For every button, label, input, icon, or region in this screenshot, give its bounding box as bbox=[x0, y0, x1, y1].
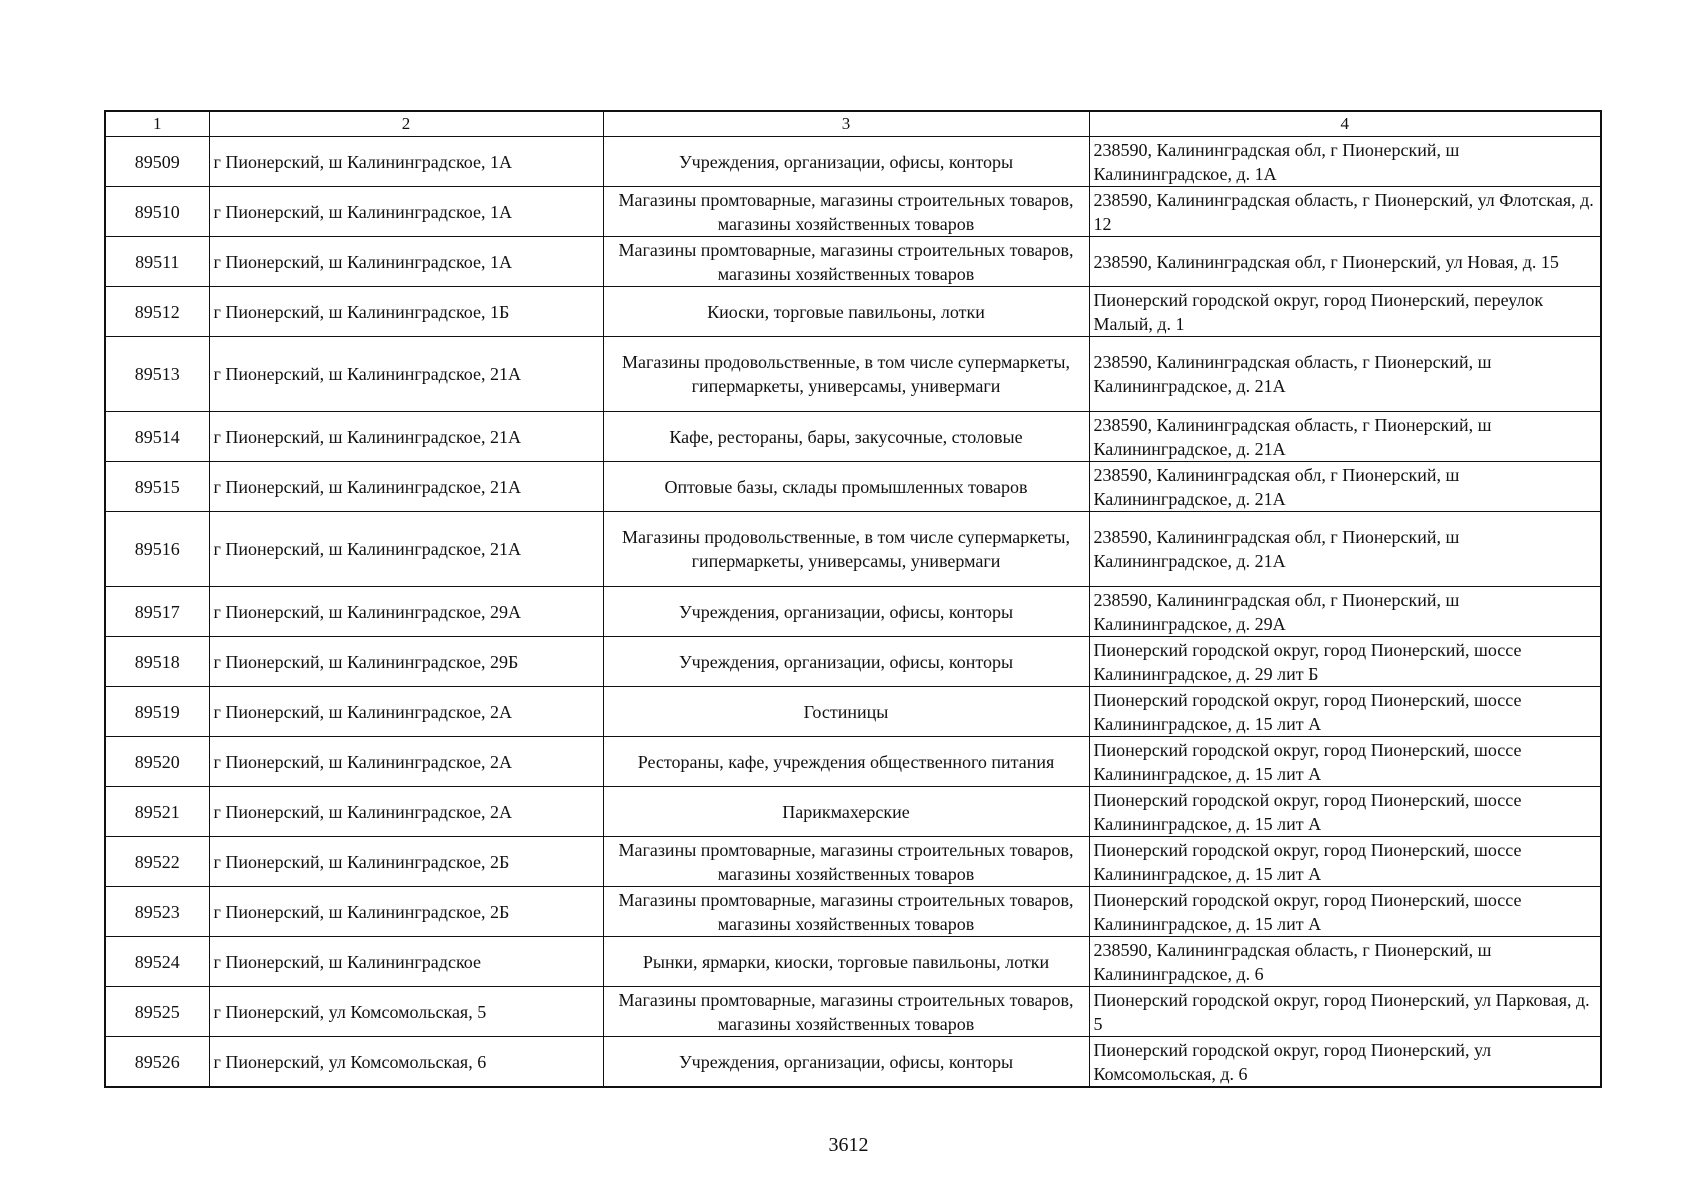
row-category: Учреждения, организации, офисы, конторы bbox=[603, 587, 1089, 637]
row-address: г Пионерский, ул Комсомольская, 5 bbox=[209, 987, 603, 1037]
table-row bbox=[105, 637, 1601, 687]
row-legal-address: Пионерский городской округ, город Пионерский, переулок Малый, д. 1 bbox=[1089, 287, 1601, 337]
data-table bbox=[104, 110, 1602, 1088]
header-row bbox=[105, 111, 1601, 137]
row-address: г Пионерский, ш Калининградское, 1Б bbox=[209, 287, 603, 337]
row-category: Учреждения, организации, офисы, конторы bbox=[603, 637, 1089, 687]
row-address: г Пионерский, ш Калининградское, 21А bbox=[209, 512, 603, 587]
row-legal-address: 238590, Калининградская обл, г Пионерский, ул Новая, д. 15 bbox=[1089, 237, 1601, 287]
row-legal-address: Пионерский городской округ, город Пионерский, шоссе Калининградское, д. 15 лит А bbox=[1089, 887, 1601, 937]
row-address: г Пионерский, ш Калининградское, 2А bbox=[209, 737, 603, 787]
table-row bbox=[105, 887, 1601, 937]
row-id: 89509 bbox=[105, 137, 209, 187]
row-id: 89520 bbox=[105, 737, 209, 787]
header-col-2: 2 bbox=[209, 111, 603, 137]
row-legal-address: Пионерский городской округ, город Пионерский, шоссе Калининградское, д. 15 лит А bbox=[1089, 737, 1601, 787]
page-number: 3612 bbox=[828, 1134, 869, 1156]
row-address: г Пионерский, ш Калининградское, 1А bbox=[209, 187, 603, 237]
row-id: 89516 bbox=[105, 512, 209, 587]
row-category: Магазины промтоварные, магазины строительных товаров, магазины хозяйственных товаров bbox=[603, 887, 1089, 937]
row-address: г Пионерский, ш Калининградское, 21А bbox=[209, 462, 603, 512]
row-legal-address: 238590, Калининградская область, г Пионерский, ш Калининградское, д. 6 bbox=[1089, 937, 1601, 987]
table-row bbox=[105, 587, 1601, 637]
row-category: Рынки, ярмарки, киоски, торговые павильоны, лотки bbox=[603, 937, 1089, 987]
row-category: Учреждения, организации, офисы, конторы bbox=[603, 137, 1089, 187]
row-legal-address: Пионерский городской округ, город Пионерский, шоссе Калининградское, д. 15 лит А bbox=[1089, 837, 1601, 887]
row-category: Магазины промтоварные, магазины строительных товаров, магазины хозяйственных товаров bbox=[603, 237, 1089, 287]
row-category: Магазины продовольственные, в том числе супермаркеты, гипермаркеты, универсамы, универмаги bbox=[603, 337, 1089, 412]
row-id: 89511 bbox=[105, 237, 209, 287]
table-row bbox=[105, 687, 1601, 737]
table-row bbox=[105, 337, 1601, 412]
table-row bbox=[105, 237, 1601, 287]
row-legal-address: 238590, Калининградская обл, г Пионерский, ш Калининградское, д. 29А bbox=[1089, 587, 1601, 637]
row-id: 89526 bbox=[105, 1037, 209, 1088]
row-id: 89525 bbox=[105, 987, 209, 1037]
row-id: 89510 bbox=[105, 187, 209, 237]
header-col-1: 1 bbox=[105, 111, 209, 137]
row-category: Рестораны, кафе, учреждения общественного питания bbox=[603, 737, 1089, 787]
row-legal-address: 238590, Калининградская обл, г Пионерский, ш Калининградское, д. 21А bbox=[1089, 462, 1601, 512]
row-category: Парикмахерские bbox=[603, 787, 1089, 837]
row-id: 89512 bbox=[105, 287, 209, 337]
row-legal-address: 238590, Калининградская обл, г Пионерский, ш Калининградское, д. 1А bbox=[1089, 137, 1601, 187]
row-id: 89515 bbox=[105, 462, 209, 512]
row-legal-address: 238590, Калининградская область, г Пионерский, ш Калининградское, д. 21А bbox=[1089, 337, 1601, 412]
row-address: г Пионерский, ш Калининградское, 2А bbox=[209, 787, 603, 837]
row-legal-address: 238590, Калининградская область, г Пионерский, ул Флотская, д. 12 bbox=[1089, 187, 1601, 237]
row-address: г Пионерский, ш Калининградское, 1А bbox=[209, 237, 603, 287]
row-id: 89517 bbox=[105, 587, 209, 637]
row-address: г Пионерский, ш Калининградское, 21А bbox=[209, 337, 603, 412]
header-col-4: 4 bbox=[1089, 111, 1601, 137]
row-legal-address: 238590, Калининградская область, г Пионерский, ш Калининградское, д. 21А bbox=[1089, 412, 1601, 462]
row-category: Учреждения, организации, офисы, конторы bbox=[603, 1037, 1089, 1088]
row-address: г Пионерский, ш Калининградское, 29А bbox=[209, 587, 603, 637]
table-row bbox=[105, 412, 1601, 462]
row-category: Магазины продовольственные, в том числе супермаркеты, гипермаркеты, универсамы, универмаги bbox=[603, 512, 1089, 587]
table-row bbox=[105, 512, 1601, 587]
row-category: Кафе, рестораны, бары, закусочные, столовые bbox=[603, 412, 1089, 462]
table-row bbox=[105, 937, 1601, 987]
row-legal-address: Пионерский городской округ, город Пионерский, ул Комсомольская, д. 6 bbox=[1089, 1037, 1601, 1088]
table-row bbox=[105, 737, 1601, 787]
table-row bbox=[105, 462, 1601, 512]
row-id: 89518 bbox=[105, 637, 209, 687]
row-category: Магазины промтоварные, магазины строительных товаров, магазины хозяйственных товаров bbox=[603, 837, 1089, 887]
row-legal-address: Пионерский городской округ, город Пионерский, ул Парковая, д. 5 bbox=[1089, 987, 1601, 1037]
row-id: 89513 bbox=[105, 337, 209, 412]
table-row bbox=[105, 787, 1601, 837]
header-col-3: 3 bbox=[603, 111, 1089, 137]
row-address: г Пионерский, ш Калининградское, 2А bbox=[209, 687, 603, 737]
row-address: г Пионерский, ш Калининградское, 1А bbox=[209, 137, 603, 187]
row-legal-address: Пионерский городской округ, город Пионерский, шоссе Калининградское, д. 29 лит Б bbox=[1089, 637, 1601, 687]
row-legal-address: Пионерский городской округ, город Пионерский, шоссе Калининградское, д. 15 лит А bbox=[1089, 687, 1601, 737]
row-address: г Пионерский, ш Калининградское, 2Б bbox=[209, 887, 603, 937]
row-id: 89524 bbox=[105, 937, 209, 987]
row-category: Гостиницы bbox=[603, 687, 1089, 737]
row-category: Киоски, торговые павильоны, лотки bbox=[603, 287, 1089, 337]
table-row bbox=[105, 837, 1601, 887]
row-id: 89523 bbox=[105, 887, 209, 937]
row-category: Магазины промтоварные, магазины строительных товаров, магазины хозяйственных товаров bbox=[603, 987, 1089, 1037]
table-row bbox=[105, 137, 1601, 187]
row-address: г Пионерский, ш Калининградское, 2Б bbox=[209, 837, 603, 887]
row-address: г Пионерский, ул Комсомольская, 6 bbox=[209, 1037, 603, 1088]
row-id: 89522 bbox=[105, 837, 209, 887]
row-address: г Пионерский, ш Калининградское, 21А bbox=[209, 412, 603, 462]
row-legal-address: Пионерский городской округ, город Пионерский, шоссе Калининградское, д. 15 лит А bbox=[1089, 787, 1601, 837]
row-id: 89514 bbox=[105, 412, 209, 462]
row-legal-address: 238590, Калининградская обл, г Пионерский, ш Калининградское, д. 21А bbox=[1089, 512, 1601, 587]
row-category: Оптовые базы, склады промышленных товаров bbox=[603, 462, 1089, 512]
table-row bbox=[105, 1037, 1601, 1088]
row-address: г Пионерский, ш Калининградское, 29Б bbox=[209, 637, 603, 687]
table-row bbox=[105, 187, 1601, 237]
table-row bbox=[105, 287, 1601, 337]
row-id: 89521 bbox=[105, 787, 209, 837]
table-row bbox=[105, 987, 1601, 1037]
row-id: 89519 bbox=[105, 687, 209, 737]
row-address: г Пионерский, ш Калининградское bbox=[209, 937, 603, 987]
row-category: Магазины промтоварные, магазины строительных товаров, магазины хозяйственных товаров bbox=[603, 187, 1089, 237]
